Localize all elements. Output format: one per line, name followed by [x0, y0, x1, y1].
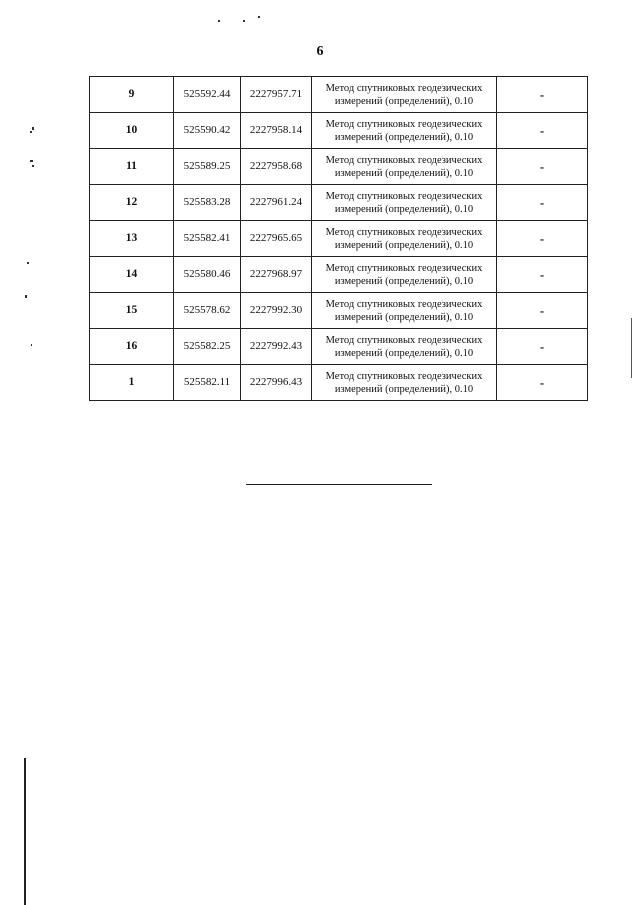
- table-row: [90, 293, 588, 329]
- x-coordinate-cell: 525580.46: [174, 257, 241, 293]
- scan-speck: [32, 127, 34, 130]
- x-coordinate-cell: 525592.44: [174, 77, 241, 113]
- scan-speck: [243, 20, 245, 22]
- y-coordinate-cell: 2227992.43: [241, 329, 312, 365]
- note-cell: -: [497, 77, 588, 113]
- point-number-cell: 12: [90, 185, 174, 221]
- table-row: [90, 113, 588, 149]
- y-coordinate-cell: 2227996.43: [241, 365, 312, 401]
- page-number: 6: [316, 44, 324, 59]
- method-line-1: Метод спутниковых геодезических: [325, 190, 483, 202]
- table-row: [90, 77, 588, 113]
- note-cell: -: [497, 293, 588, 329]
- table-row: [90, 221, 588, 257]
- method-line-1: Метод спутниковых геодезических: [325, 298, 483, 310]
- scan-speck: [32, 165, 34, 167]
- x-coordinate-cell: 525582.11: [174, 365, 241, 401]
- method-line-1: Метод спутниковых геодезических: [325, 82, 483, 94]
- coordinates-table: [89, 76, 588, 401]
- method-line-2: измерений (определений), 0.10: [334, 347, 474, 359]
- point-number-cell: 1: [90, 365, 174, 401]
- scan-right-edge: [631, 318, 632, 378]
- table-row: [90, 365, 588, 401]
- point-number-cell: 15: [90, 293, 174, 329]
- point-number-cell: 14: [90, 257, 174, 293]
- scan-speck: [27, 262, 29, 264]
- scan-speck: [25, 295, 27, 298]
- signature-line: [246, 484, 432, 485]
- point-number-cell: 9: [90, 77, 174, 113]
- method-line-1: Метод спутниковых геодезических: [325, 226, 483, 238]
- method-line-1: Метод спутниковых геодезических: [325, 118, 483, 130]
- x-coordinate-cell: 525590.42: [174, 113, 241, 149]
- y-coordinate-cell: 2227958.14: [241, 113, 312, 149]
- table-row: [90, 185, 588, 221]
- x-coordinate-cell: 525583.28: [174, 185, 241, 221]
- table-row: [90, 257, 588, 293]
- method-cell: [312, 221, 497, 257]
- table-row: [90, 329, 588, 365]
- x-coordinate-cell: 525578.62: [174, 293, 241, 329]
- point-number-cell: 16: [90, 329, 174, 365]
- y-coordinate-cell: 2227965.65: [241, 221, 312, 257]
- method-line-2: измерений (определений), 0.10: [334, 167, 474, 179]
- method-line-2: измерений (определений), 0.10: [334, 203, 474, 215]
- scan-speck: [218, 20, 220, 22]
- method-line-1: Метод спутниковых геодезических: [325, 154, 483, 166]
- point-number-cell: 10: [90, 113, 174, 149]
- y-coordinate-cell: 2227968.97: [241, 257, 312, 293]
- method-cell: [312, 149, 497, 185]
- method-line-2: измерений (определений), 0.10: [334, 275, 474, 287]
- x-coordinate-cell: 525582.25: [174, 329, 241, 365]
- coordinates-table-body: [90, 77, 588, 401]
- scan-speck: [30, 131, 32, 133]
- method-line-2: измерений (определений), 0.10: [334, 95, 474, 107]
- point-number-cell: 11: [90, 149, 174, 185]
- scan-left-edge: [24, 758, 26, 905]
- method-line-1: Метод спутниковых геодезических: [325, 262, 483, 274]
- note-cell: -: [497, 365, 588, 401]
- x-coordinate-cell: 525589.25: [174, 149, 241, 185]
- method-line-1: Метод спутниковых геодезических: [325, 370, 483, 382]
- method-cell: [312, 113, 497, 149]
- method-line-2: измерений (определений), 0.10: [334, 131, 474, 143]
- note-cell: -: [497, 221, 588, 257]
- method-cell: [312, 77, 497, 113]
- y-coordinate-cell: 2227961.24: [241, 185, 312, 221]
- y-coordinate-cell: 2227992.30: [241, 293, 312, 329]
- y-coordinate-cell: 2227958.68: [241, 149, 312, 185]
- x-coordinate-cell: 525582.41: [174, 221, 241, 257]
- method-cell: [312, 185, 497, 221]
- method-cell: [312, 293, 497, 329]
- point-number-cell: 13: [90, 221, 174, 257]
- scan-speck: [30, 160, 33, 162]
- note-cell: -: [497, 113, 588, 149]
- method-cell: [312, 329, 497, 365]
- y-coordinate-cell: 2227957.71: [241, 77, 312, 113]
- method-line-2: измерений (определений), 0.10: [334, 383, 474, 395]
- note-cell: -: [497, 257, 588, 293]
- scan-speck: [258, 16, 260, 18]
- note-cell: -: [497, 185, 588, 221]
- method-cell: [312, 257, 497, 293]
- table-row: [90, 149, 588, 185]
- method-cell: [312, 365, 497, 401]
- method-line-2: измерений (определений), 0.10: [334, 239, 474, 251]
- note-cell: -: [497, 329, 588, 365]
- scan-speck: [31, 344, 32, 346]
- method-line-2: измерений (определений), 0.10: [334, 311, 474, 323]
- method-line-1: Метод спутниковых геодезических: [325, 334, 483, 346]
- note-cell: -: [497, 149, 588, 185]
